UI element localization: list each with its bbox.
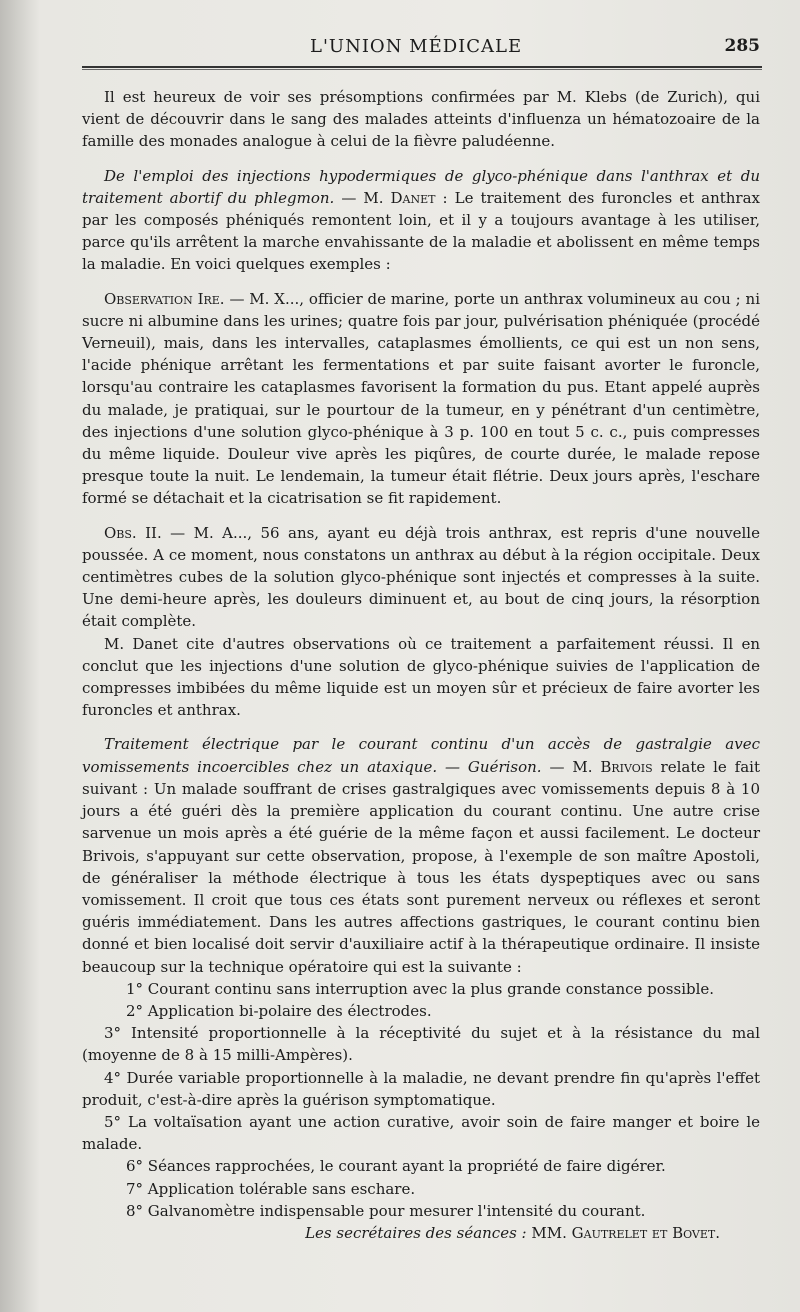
list-item: 5° La voltaïsation ayant une action curative, avoir soin de faire manger et boire le malade. bbox=[82, 1112, 760, 1154]
section-title-injections: De l'emploi des injections hypodermiques de glyco-phénique dans l'anthrax et du traitement abortif du phlegmon. bbox=[82, 166, 760, 207]
list-item: 8° Galvanomètre indispensable pour mesurer l'intensité du courant. bbox=[126, 1201, 646, 1220]
paragraph-klebs: Il est heureux de voir ses présomptions confirmées par M. Klebs (de Zurich), qui vient de découvrir dans le sang des malades atteints d'influenza un hématozoaire de la famille des monades analogue à celui de la fièvre paludéenne. bbox=[82, 88, 760, 151]
list-item: 2° Application bi-polaire des électrodes. bbox=[126, 1001, 432, 1020]
header-rule bbox=[82, 66, 762, 68]
paragraph-danet-conclusion: M. Danet cite d'autres observations où ce traitement a parfaitement réussi. Il en conclut que les injections d'une solution de glyco-phénique suivies de l'application de compresses imbibées du même liquide est un moyen sûr et précieux de faire avorter les furoncles et anthrax. bbox=[82, 634, 760, 720]
page-number: 285 bbox=[724, 36, 760, 56]
list-item: 6° Séances rapprochées, le courant ayant la propriété de faire digérer. bbox=[126, 1157, 666, 1176]
observation-1: Observation Ire. — M. X..., officier de marine, porte un anthrax volumineux au cou ; ni sucre ni albumine dans les urines; quatre fois par jour, pulvérisation phéniquée (procédé Verneuil), mais, dans les intervalles, cataplasmes émollients, ce qui est un non sens, l'acide phénique arrêtant les fermentations et par suite faisant avorter le furoncle, lorsqu'au contraire les cataplasmes favorisent la formation du pus. Etant appelé auprès du malade, je pratiquai, sur le pourtour de la tumeur, en y pénétrant d'un centimètre, des injections d'une solution glyco-phénique à 3 p. 100 en tout 5 c. c., puis compresses du même liquide. Douleur vive après les piqûres, de courte durée, le malade repose presque toute la nuit. Le lendemain, la tumeur était flétrie. Deux jours après, l'eschare formé se détachait et la cicatrisation se fit rapidement. bbox=[82, 289, 760, 508]
observation-2: Obs. II. — M. A..., 56 ans, ayant eu déjà trois anthrax, est repris d'une nouvelle poussée. A ce moment, nous constatons un anthrax au début à la région occipitale. Deux centimètres cubes de la solution glyco-phénique sont injectés et compresses à la suite. Une demi-heure après, les douleurs diminuent et, au bout de cinq jours, la résorption était complète. bbox=[82, 523, 760, 631]
author-brivois: Brivois bbox=[600, 757, 653, 776]
list-item: 1° Courant continu sans interruption avec la plus grande constance possible. bbox=[126, 979, 715, 998]
list-item: 4° Durée variable proportionnelle à la maladie, ne devant prendre fin qu'après l'effet produit, c'est-à-dire après la guérison symptomatique. bbox=[82, 1068, 760, 1109]
header-rule-thin bbox=[82, 69, 762, 70]
running-title: L'UNION MÉDICALE bbox=[310, 36, 523, 57]
article-body bbox=[82, 86, 760, 1244]
section-title-electrique: Traitement électrique par le courant continu d'un accès de gastralgie avec vomissements incoercibles chez un ataxique. — Guérison. bbox=[82, 735, 760, 776]
signature-line bbox=[82, 1222, 760, 1244]
observation-2-label: Obs. II. bbox=[104, 523, 162, 542]
author-danet: Danet bbox=[390, 188, 436, 207]
paragraph-danet: De l'emploi des injections hypodermiques de glyco-phénique dans l'anthrax et du traitement abortif du phlegmon. — M. Danet : Le traitement des furoncles et anthrax par les composés phéniqués remontent loin, et il y a toujours avantage à les utiliser, parce qu'ils arrêtent la marche envahissante de la maladie et abolissent en même temps la maladie. En voici quelques exemples : bbox=[82, 166, 760, 274]
page-header bbox=[80, 36, 760, 64]
signature-names: MM. Gautrelet et Bovet. bbox=[531, 1223, 720, 1242]
signature-label: Les secrétaires des séances : bbox=[305, 1223, 527, 1242]
observation-1-label: Observation Ire. bbox=[104, 289, 225, 308]
list-item: 7° Application tolérable sans eschare. bbox=[126, 1179, 416, 1198]
list-item: 3° Intensité proportionnelle à la réceptivité du sujet et à la résistance du mal (moyenne de 8 à 15 milli-Ampères). bbox=[82, 1024, 760, 1065]
paragraph-brivois: Traitement électrique par le courant continu d'un accès de gastralgie avec vomissements incoercibles chez un ataxique. — Guérison. — M. Brivois relate le fait suivant : Un malade souffrant de crises gastralgiques avec vomissements depuis 8 à 10 jours a été guéri dès la première application du courant continu. Une autre crise sarvenue un mois après a été guérie de la même façon et aussi facilement. Le docteur Brivois, s'appuyant sur cette observation, propose, à l'exemple de son maître Apostoli, de généraliser la méthode électrique à tous les états dyspeptiques avec ou sans vomissement. Il croit que tous ces états sont purement nerveux ou réflexes et seront guéris immédiatement. Dans les autres affections gastriques, le courant continu bien donné et bien localisé doit servir d'auxiliaire actif à la thérapeutique ordinaire. Il insiste beaucoup sur la technique opératoire qui est la suivante : bbox=[82, 735, 761, 976]
